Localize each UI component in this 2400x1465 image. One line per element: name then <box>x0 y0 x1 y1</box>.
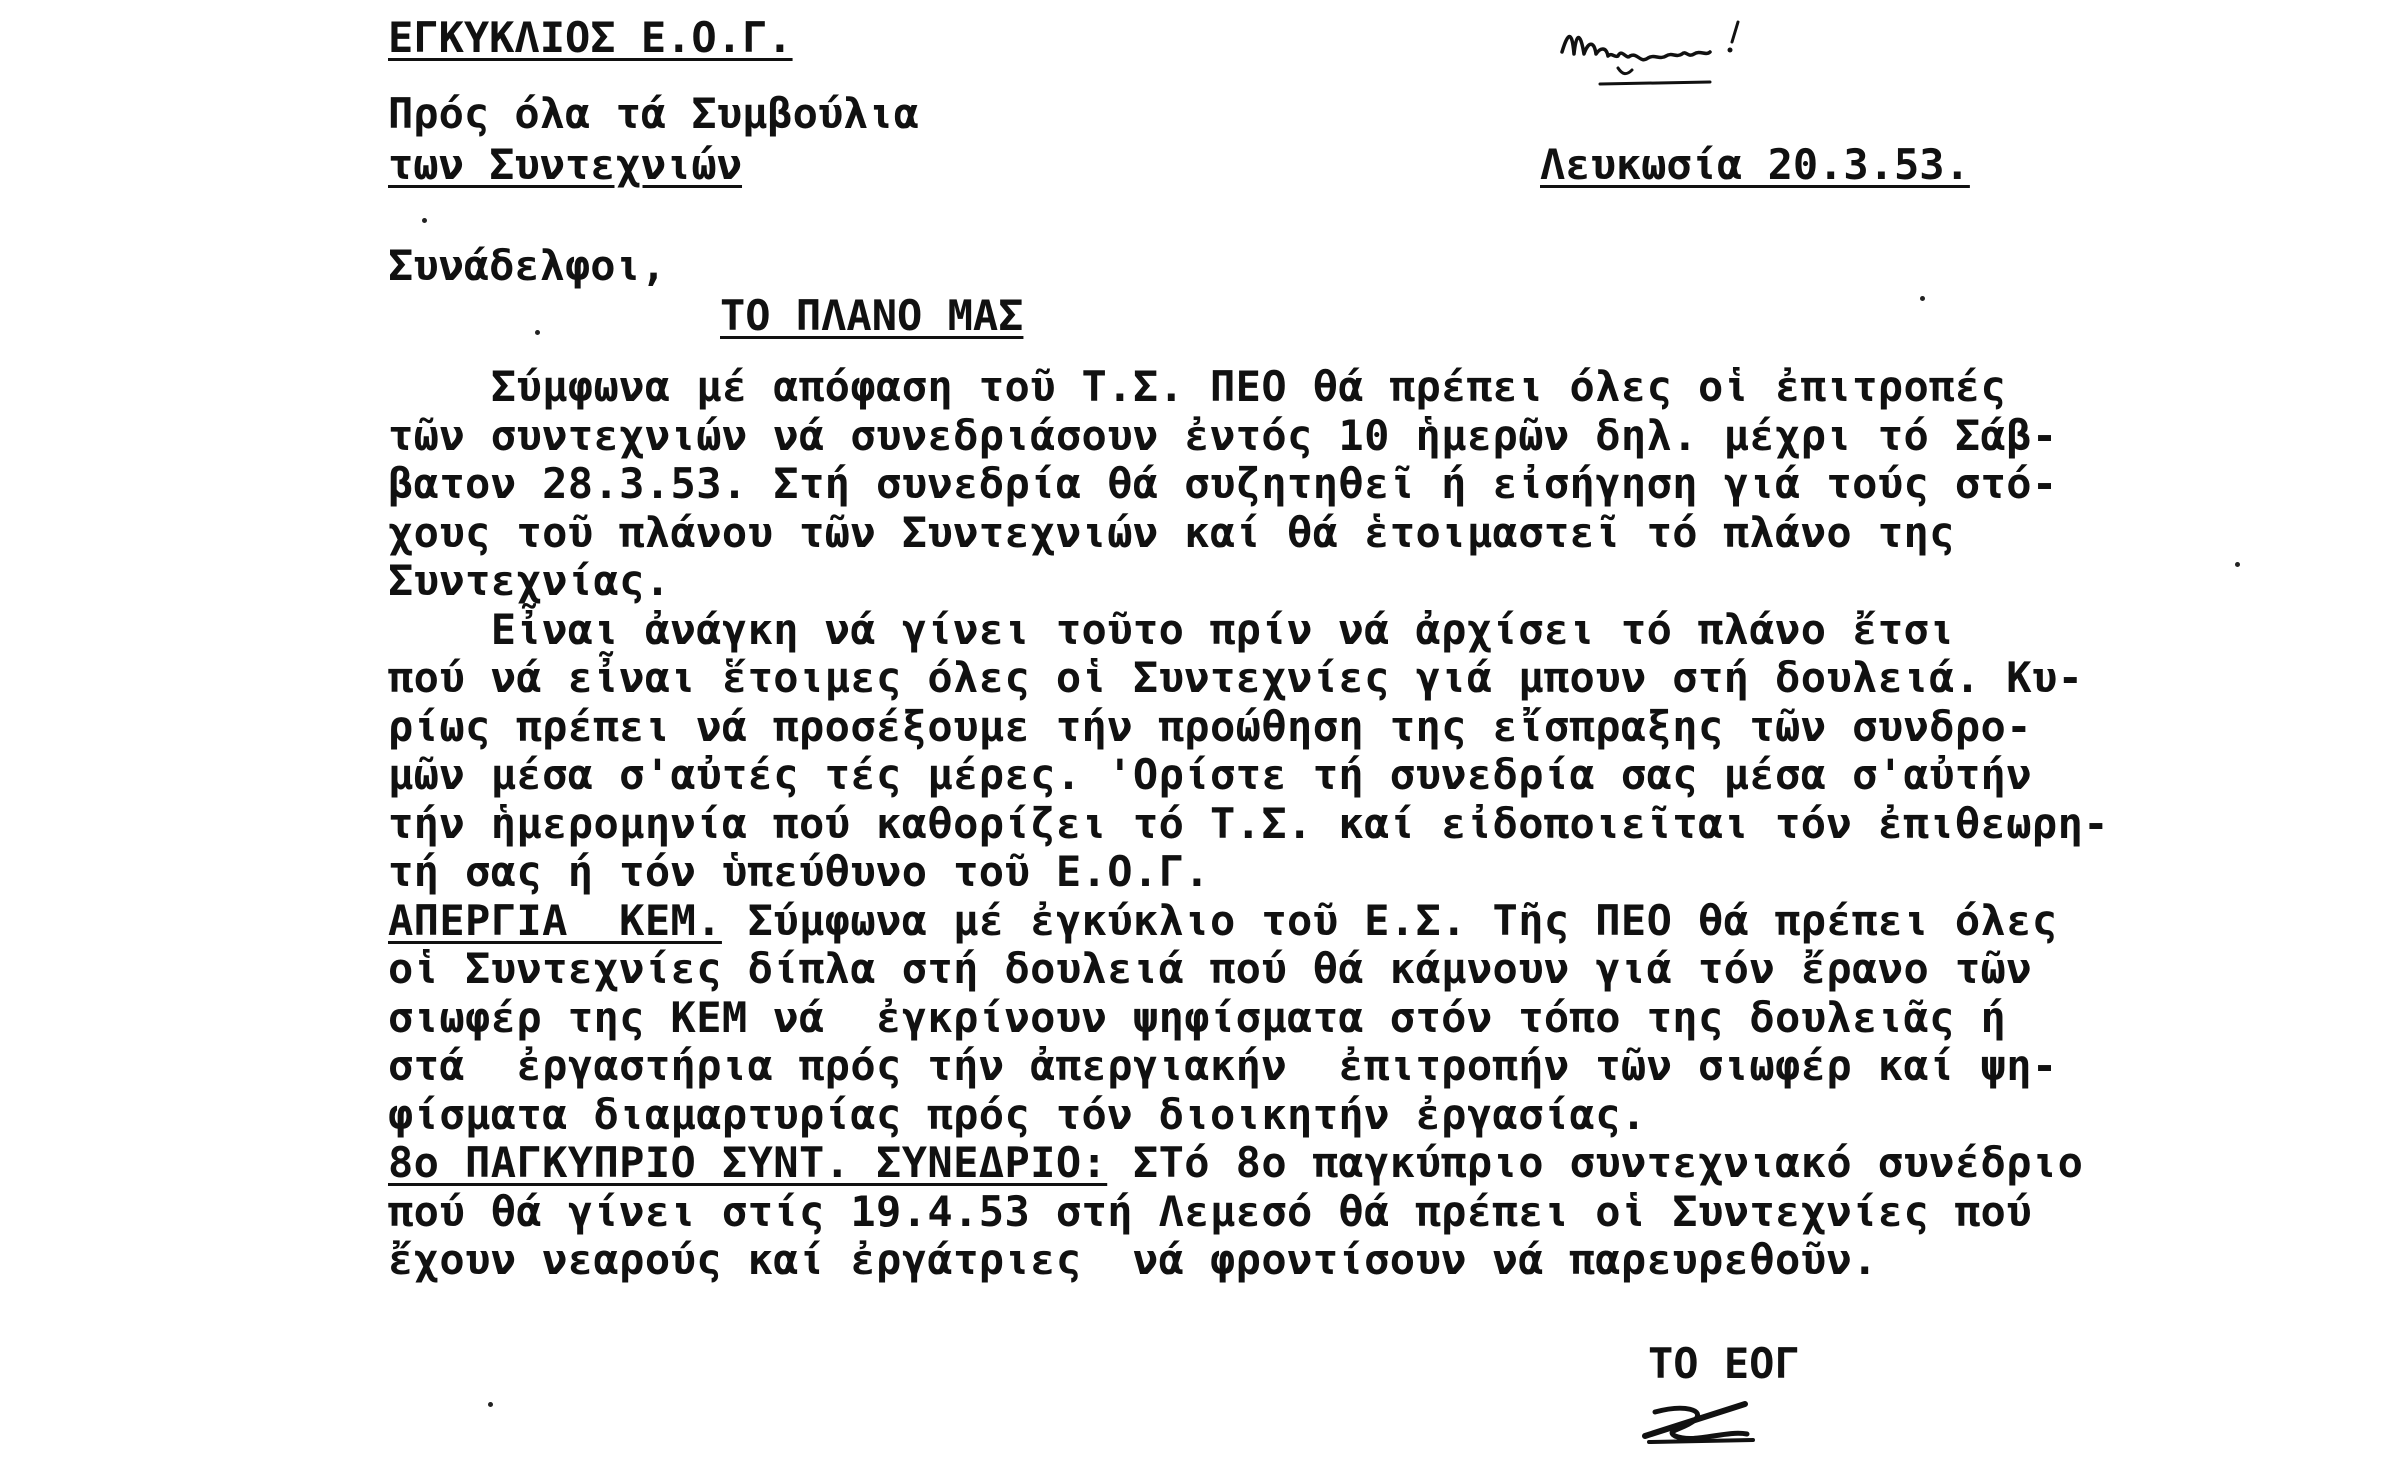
body-line: οἱ Συντεχνίες δίπλα στή δουλειά πού θά κάμνουν γιά τόν ἔρανο τῶν <box>388 944 2032 993</box>
body-line: στά ἐργαστήρια πρός τήν ἀπεργιακήν ἐπιτροπήν τῶν σιωφέρ καί ψη- <box>388 1041 2058 1090</box>
recipients-line-1: Πρός όλα τά Συμβούλια <box>388 89 920 138</box>
body-line: Εἶναι ἀνάγκη νά γίνει τοῦτο πρίν νά ἀρχίσει τό πλάνο ἔτσι <box>388 604 1955 654</box>
strike-kem-heading: ΑΠΕΡΓΙΑ ΚΕΜ. <box>388 895 722 945</box>
body-line: ἔχουν νεαρούς καί ἐργάτριες νά φροντίσουν νά παρευρεθοῦν. <box>388 1235 1878 1284</box>
subject-heading: ΤΟ ΠΛΑΝΟ ΜΑΣ <box>720 291 1024 340</box>
speck <box>422 218 427 223</box>
handwritten-note-image <box>1560 12 1860 102</box>
body-line: Συντεχνίας. <box>388 556 671 605</box>
signature-image <box>1635 1390 1765 1450</box>
signoff: ΤΟ ΕΟΓ <box>1648 1339 1800 1388</box>
body-line: μῶν μέσα σ'αὐτές τές μέρες. 'Ορίστε τή συνεδρία σας μέσα σ'αὐτήν <box>388 750 2032 799</box>
speck <box>488 1402 493 1407</box>
body-line: βατον 28.3.53. Στή συνεδρία θά συζητηθεῖ ή εἰσήγηση γιά τούς στό- <box>388 459 2058 508</box>
recipients-line-2: των Συντεχνιών <box>388 140 743 189</box>
body-text <box>388 363 2388 1285</box>
speck <box>535 330 540 335</box>
circular-title: ΕΓΚΥΚΛΙΟΣ Ε.Ο.Γ. <box>388 13 793 62</box>
body-line <box>388 897 2388 946</box>
speck <box>1920 296 1925 301</box>
body-line: πού θά γίνει στίς 19.4.53 στή Λεμεσό θά πρέπει οἱ Συντεχνίες πού <box>388 1186 2032 1236</box>
body-line-rest: ΣΤό 8ο παγκύπριο συντεχνιακό συνέδριο <box>1107 1138 2084 1187</box>
body-line: ρίως πρέπει νά προσέξουμε τήν προώθηση της εἴσπραξης τῶν συνδρο- <box>388 701 2032 751</box>
body-line: Σύμφωνα μέ απόφαση τοῦ Τ.Σ. ΠΕΟ θά πρέπει όλες οἱ ἐπιτροπές <box>388 362 2007 411</box>
body-line: χους τοῦ πλάνου τῶν Συντεχνιών καί θά ἑτοιμαστεῖ τό πλάνο της <box>388 507 1955 557</box>
body-line: σιωφέρ της ΚΕΜ νά ἐγκρίνουν ψηφίσματα στόν τόπο της δουλειᾶς ή <box>388 992 2007 1042</box>
body-line-rest: Σύμφωνα μέ ἐγκύκλιο τοῦ Ε.Σ. Τῆς ΠΕΟ θά πρέπει όλες <box>721 895 2058 945</box>
body-line: τή σας ή τόν ὑπεύθυνο τοῦ Ε.Ο.Γ. <box>388 847 1210 896</box>
body-line: πού νά εἶναι ἕτοιμες όλες οἱ Συντεχνίες γιά μπουν στή δουλειά. Κυ- <box>388 653 2084 702</box>
congress-heading: 8ο ΠΑΓΚΥΠΡΙΟ ΣΥΝΤ. ΣΥΝΕΔΡΙΟ: <box>388 1138 1108 1187</box>
salutation: Συνάδελφοι, <box>388 241 667 290</box>
body-line: τῶν συντεχνιών νά συνεδριάσουν ἐντός 10 ἡμερῶν δηλ. μέχρι τό Σάβ- <box>388 410 2058 460</box>
place-date: Λευκωσία 20.3.53. <box>1540 140 1970 189</box>
body-line <box>388 1139 2388 1188</box>
body-line: τήν ἡμερομηνία πού καθορίζει τό Τ.Σ. καί εἰδοποιεῖται τόν ἐπιθεωρη- <box>388 798 2109 848</box>
body-line: φίσματα διαμαρτυρίας πρός τόν διοικητήν ἐργασίας. <box>388 1089 1647 1139</box>
